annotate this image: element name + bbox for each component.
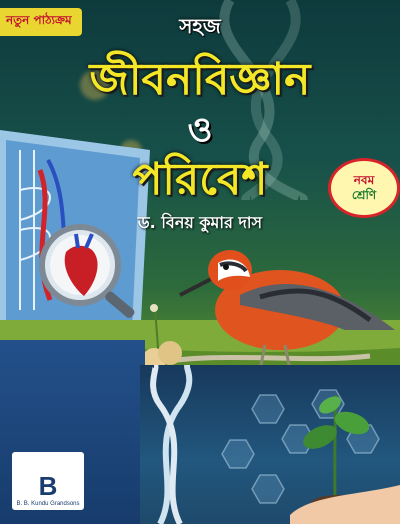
lab-panel xyxy=(140,365,400,524)
publisher-name: B. B. Kundu Grandsons xyxy=(16,501,80,507)
book-title-conjunction: ও xyxy=(187,110,213,150)
series-name: সহজ xyxy=(179,14,221,38)
grade-line2: শ্রেণি xyxy=(351,188,377,202)
book-title-line2: পরিবেশ xyxy=(132,154,268,205)
publisher-logo xyxy=(12,452,84,510)
bird-icon xyxy=(170,225,400,375)
grade-line1: নবম xyxy=(353,173,375,187)
book-title-line1: জীবনবিজ্ঞান xyxy=(89,54,311,105)
new-curriculum-tag: নতুন পাঠ্যক্রম xyxy=(0,8,82,36)
seedling-in-hand-icon xyxy=(290,365,400,524)
publisher-monogram: B xyxy=(38,471,58,501)
grade-badge xyxy=(328,158,400,218)
author-name: ড. বিনয় কুমার দাস xyxy=(137,213,263,232)
